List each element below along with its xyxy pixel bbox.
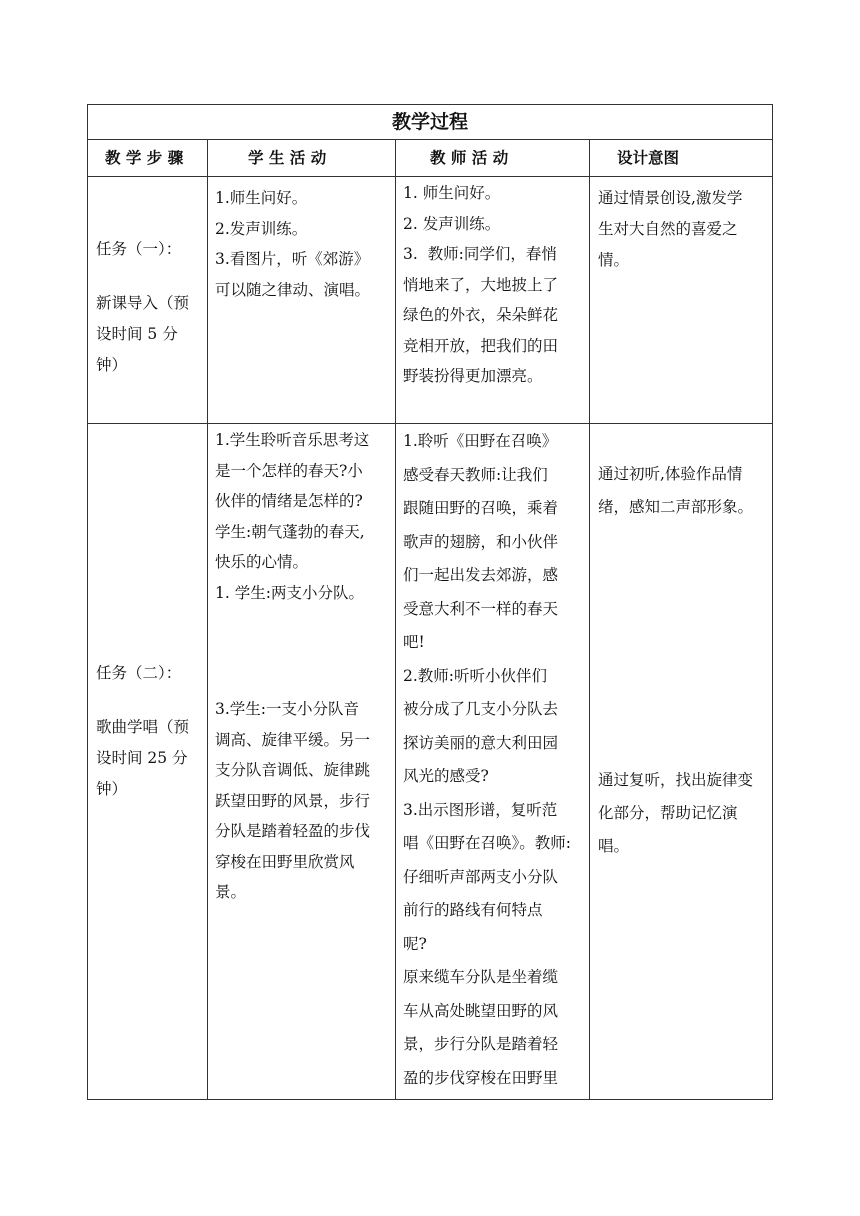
row1-student-line: 可以随之律动、演唱。 [215,280,371,299]
row2-teacher-line: 受意大利不一样的春天 [403,599,559,618]
row2-student-line: 学生:朝气蓬勃的春天, [215,522,365,541]
row2-step-line: 歌曲学唱（预 [96,718,190,736]
row1-student-cell [215,183,395,305]
table-rule [87,176,773,177]
row1-teacher-line: 3. 教师:同学们，春悄 [403,245,557,263]
header-teacher: 教 师 活 动 [430,149,509,167]
row1-step-cell [96,234,204,381]
table-border-right [772,104,773,1100]
row2-teacher-line: 呢? [403,934,427,953]
header-student: 学 生 活 动 [248,149,327,167]
row2-teacher-cell [403,425,589,1095]
row1-teacher-line: 竞相开放，把我们的田 [403,336,559,355]
row1-student-line: 3.看图片，听《郊游》 [215,250,370,268]
row1-teacher-line: 野装扮得更加漂亮。 [403,367,543,385]
row1-intent-cell [598,183,772,276]
row1-student-line: 2.发声训练。 [215,219,308,238]
table-rule [207,139,208,1100]
row2-teacher-line: 被分成了几支小分队去 [403,700,559,718]
row2-teacher-line: 景，步行分队是踏着轻 [403,1035,559,1053]
table-rule [589,139,590,1100]
row2-intent-cell-a [598,458,772,524]
row2-teacher-line: 2.教师:听听小伙伴们 [403,666,548,685]
row2-teacher-line: 1.聆听《田野在召唤》 [403,432,558,450]
row2-student-line: 伙伴的情绪是怎样的? [215,492,363,510]
row2-step-cell [96,658,204,805]
row2-step-line: 任务（二）： [96,664,182,682]
row2-student-line: 景。 [215,883,247,901]
table-border-left [87,104,88,1100]
row2-teacher-line: 车从高处眺望田野的风 [403,1001,559,1020]
row2-teacher-line: 跟随田野的召唤，乘着 [403,499,559,517]
row2-teacher-line: 风光的感受? [403,767,489,785]
row2-student-cell-b [215,694,395,908]
row1-student-line: 1.师生问好。 [215,189,308,207]
row2-intent-line: 化部分，帮助记忆演 [598,804,738,822]
row1-teacher-cell [403,178,589,392]
header-step: 教 学 步 骤 [105,149,184,167]
row1-teacher-line: 悄地来了，大地披上了 [403,275,559,294]
row2-teacher-line: 吧! [403,633,425,651]
row1-intent-line: 情。 [598,251,630,269]
row1-teacher-line: 2. 发声训练。 [403,214,501,233]
row1-teacher-line: 1. 师生问好。 [403,184,501,202]
row1-step-line: 新课导入（预 [96,294,190,312]
row2-student-line: 穿梭在田野里欣赏风 [215,852,355,871]
row2-intent-line: 通过初听,体验作品情 [598,465,743,483]
row1-step-line: 任务（一）： [96,240,182,258]
row2-teacher-line: 原来缆车分队是坐着缆 [403,968,559,986]
row2-step-line: 钟） [96,780,128,798]
row2-teacher-line: 前行的路线有何特点 [403,901,543,919]
row1-intent-line: 通过情景创设,激发学 [598,189,743,207]
row1-step-line: 钟） [96,356,128,374]
row2-step-line: 设时间 25 分 [96,749,188,767]
row2-intent-line: 通过复听，找出旋律变 [598,771,754,789]
table-border-bottom [87,1099,773,1100]
row2-teacher-line: 3.出示图形谱，复听范 [403,800,558,819]
row1-intent-line: 生对大自然的喜爱之 [598,220,738,238]
row2-teacher-line: 歌声的翅膀，和小伙伴 [403,532,559,551]
row2-intent-line: 唱。 [598,837,630,855]
table-title: 教学过程 [391,111,468,133]
row2-student-line: 跃望田野的风景，步行 [215,791,371,810]
row2-teacher-line: 探访美丽的意大利田园 [403,733,559,752]
table-rule [395,139,396,1100]
row1-teacher-line: 绿色的外衣，朵朵鲜花 [403,306,559,324]
row2-student-cell-a [215,425,395,608]
row2-student-line: 支分队音调低、旋律跳 [215,761,371,779]
row2-student-line: 是一个怎样的春天?小 [215,461,363,480]
row2-student-line: 1. 学生:两支小分队。 [215,583,364,602]
row2-teacher-line: 们一起出发去郊游，感 [403,566,559,584]
row2-teacher-line: 盈的步伐穿梭在田野里 [403,1068,559,1087]
row2-student-line: 快乐的心情。 [215,553,309,571]
row2-student-line: 调高、旋律平缓。另一 [215,730,371,749]
row2-intent-line: 绪，感知二声部形象。 [598,498,754,516]
row2-teacher-line: 唱《田野在召唤》。教师: [403,834,571,852]
row1-step-line: 设时间 5 分 [96,325,178,343]
table-rule [87,423,773,424]
row2-student-line: 1.学生聆听音乐思考这 [215,431,370,449]
row2-teacher-line: 感受春天教师:让我们 [403,465,548,484]
header-intent: 设计意图 [617,149,680,167]
row2-teacher-line: 仔细听声部两支小分队 [403,867,559,886]
row2-student-line: 3.学生:一支小分队音 [215,700,360,718]
row2-intent-cell-b [598,764,772,863]
row2-student-line: 分队是踏着轻盈的步伐 [215,822,371,840]
